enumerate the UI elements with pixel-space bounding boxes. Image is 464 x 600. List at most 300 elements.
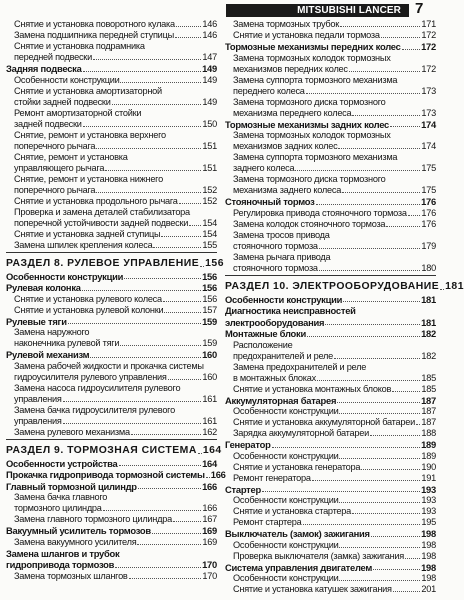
toc-section-title (6, 257, 224, 270)
toc-page-number: 181 (421, 293, 436, 305)
toc-entry-title: Снятие и установка поворотного кулака (14, 19, 175, 29)
toc-subentry (6, 185, 217, 196)
dot-leader (319, 270, 421, 271)
toc-section-title (225, 280, 464, 293)
toc-entry-title: Особенности конструкции (233, 573, 339, 583)
toc-page-number: 170 (202, 559, 217, 570)
toc-entry-title: Замена шпилек крепления колеса (14, 239, 153, 250)
toc-heading (6, 316, 217, 328)
toc-subentry (225, 584, 436, 595)
toc-page-number: 149 (202, 63, 217, 74)
toc-subentry (6, 207, 217, 218)
toc-subentry (225, 473, 436, 484)
dot-leader (179, 203, 202, 204)
toc-page-number: 156 (202, 270, 217, 282)
toc-entry-title: Замена подшипника передней ступицы (14, 30, 174, 40)
toc-entry-title: Снятие и установка рулевой колонки (14, 304, 164, 315)
toc-subentry (6, 294, 217, 305)
dot-leader (103, 510, 202, 511)
toc-entry-title: гидропривода тормозов (6, 559, 115, 570)
toc-entry-title: Замена тросов привода (233, 229, 330, 240)
toc-subentry (6, 174, 217, 185)
toc-subentry (6, 130, 217, 141)
toc-entry-title: Стартер (225, 483, 261, 495)
toc-subentry (6, 229, 217, 240)
dot-leader (164, 312, 201, 313)
dot-leader (307, 336, 420, 337)
toc-heading (6, 525, 217, 537)
section-divider (6, 439, 217, 440)
toc-subentry (225, 263, 436, 274)
toc-page-number: 150 (202, 118, 217, 129)
toc-subentry (225, 340, 436, 351)
dot-leader (90, 357, 201, 358)
dot-leader (408, 215, 421, 216)
toc-entry-title: Замена тормозных колодок тормозных (233, 52, 391, 63)
toc-entry-title: механизмов передних колес (233, 63, 348, 74)
dot-leader (175, 37, 201, 38)
dot-leader (83, 126, 202, 127)
section-divider (6, 252, 217, 253)
toc-heading (6, 63, 217, 75)
toc-page-number: 174 (421, 118, 436, 130)
toc-entry-title: Монтажные блоки (225, 328, 306, 339)
dot-leader (115, 567, 201, 568)
toc-left-column (6, 19, 226, 600)
toc-page-number: 198 (421, 573, 436, 583)
toc-entry-title: Снятие и установка монтажных блоков (233, 383, 392, 394)
toc-entry-title: Снятие и установка генератора (233, 461, 361, 472)
toc-subentry (225, 252, 436, 263)
dot-leader (105, 170, 201, 171)
toc-subentry (6, 503, 217, 514)
dot-leader (316, 204, 421, 205)
dot-leader (393, 591, 421, 592)
toc-page-number: 198 (421, 539, 436, 550)
toc-entry-title: Замена главного тормозного цилиндра (14, 514, 172, 524)
toc-page-number: 185 (421, 372, 436, 383)
toc-entry-title: переднего колеса (233, 85, 305, 96)
toc-subentry (6, 372, 217, 383)
toc-page-number: 187 (421, 394, 436, 406)
toc-page-number: 172 (421, 30, 436, 40)
dot-leader (206, 477, 210, 478)
toc-subentry (6, 141, 217, 152)
toc-page-number: 156 (205, 257, 224, 269)
toc-entry-title: Замена тормозного диска тормозного (233, 174, 386, 184)
toc-entry-title: Рулевые тяги (6, 315, 67, 327)
toc-entry-title: Снятие и установка педали тормоза (233, 30, 380, 40)
toc-entry-title: стояночного тормоза (233, 240, 318, 251)
dot-leader (138, 488, 201, 489)
page-number: 7 (415, 0, 424, 17)
toc-subentry (6, 240, 217, 251)
dot-leader (68, 323, 201, 324)
toc-page-number: 151 (202, 162, 217, 173)
toc-page-number: 146 (202, 19, 217, 29)
toc-subentry (225, 362, 436, 373)
dot-leader (152, 533, 201, 534)
toc-subentry (225, 373, 436, 384)
dot-leader (339, 580, 420, 581)
toc-heading (225, 196, 436, 208)
toc-subentry (6, 394, 217, 405)
toc-heading (225, 119, 436, 131)
toc-page-number: 193 (421, 495, 436, 505)
toc-entry-title: тормозного цилиндра (14, 503, 102, 513)
dot-leader (339, 502, 420, 503)
toc-page-number: 160 (202, 371, 217, 382)
toc-entry-title: Снятие и установка задней ступицы (14, 228, 161, 239)
dot-leader (340, 26, 420, 27)
toc-entry-title: Замена вакуумного усилителя (14, 536, 137, 547)
dot-leader (352, 513, 420, 514)
dot-leader (339, 413, 420, 414)
toc-subentry (225, 19, 436, 30)
toc-page-number: 152 (202, 195, 217, 206)
toc-entry-title: Замена рычага привода (233, 251, 331, 262)
toc-subentry (225, 64, 436, 75)
toc-page-number: 176 (421, 207, 436, 218)
toc-entry-title: управления (14, 415, 62, 426)
dot-leader (339, 458, 420, 459)
toc-page-number: 166 (202, 503, 217, 513)
toc-heading (225, 294, 436, 306)
toc-entry-title: передней подвески (14, 52, 92, 62)
toc-heading (6, 481, 217, 493)
toc-subentry (6, 338, 217, 349)
dot-leader (295, 170, 420, 171)
toc-subentry (6, 571, 217, 582)
dot-leader (381, 37, 421, 38)
dot-leader (198, 453, 202, 454)
toc-subentry (6, 97, 217, 108)
toc-page-number: 181 (445, 280, 464, 292)
toc-entry-title: Ремонт стартера (233, 517, 302, 527)
toc-page-number: 156 (202, 293, 217, 304)
dot-leader (338, 148, 420, 149)
toc-page-number: 161 (202, 393, 217, 404)
toc-subentry (6, 196, 217, 207)
toc-page-number: 167 (202, 514, 217, 524)
toc-entry-title: Диагностика неисправностей (225, 305, 356, 316)
toc-subentry (225, 451, 436, 462)
toc-entry-title: Проверка и замена деталей стабилизатора (14, 206, 190, 217)
toc-entry-title: Тормозные механизмы передних колес (225, 41, 401, 52)
toc-heading (6, 548, 217, 560)
toc-page-number: 182 (421, 350, 436, 361)
toc-heading (225, 484, 436, 496)
dot-leader (272, 447, 421, 448)
toc-subentry (225, 130, 436, 141)
toc-page-number: 169 (202, 525, 217, 536)
toc-entry-title: в монтажных блоках (233, 372, 316, 383)
toc-entry-title: Снятие и установка рулевого колеса (14, 293, 162, 304)
toc-page-number: 187 (421, 417, 436, 427)
toc-entry-title: Система управления двигателем (225, 561, 373, 573)
toc-subentry (225, 406, 436, 417)
toc-heading (6, 282, 217, 294)
toc-heading (6, 349, 217, 361)
toc-page-number: 187 (421, 406, 436, 416)
toc-page-number: 171 (421, 19, 436, 29)
toc-page-number: 155 (202, 239, 217, 250)
toc-subentry (6, 327, 217, 338)
toc-entry-title: стойки задней подвески (14, 96, 111, 107)
dot-leader (161, 236, 201, 237)
toc-page-number: 156 (202, 282, 217, 293)
toc-entry-title: Зарядка аккумуляторной батареи (233, 428, 369, 438)
dot-leader (343, 301, 420, 302)
toc-entry-title: гидроусилителя рулевого управления (14, 371, 167, 382)
toc-entry-title: Снятие, ремонт и установка (14, 151, 128, 162)
toc-entry-title: заднего колеса (233, 163, 295, 173)
toc-heading (225, 562, 436, 574)
toc-entry-title: Снятие и установка амортизаторной (14, 85, 162, 96)
dot-leader (337, 402, 420, 403)
toc-entry-title: Замена колодок стояночного тормоза (233, 218, 386, 229)
dot-leader (200, 266, 204, 267)
toc-subentry (225, 86, 436, 97)
toc-entry-title: электрооборудования (225, 316, 325, 328)
dot-leader (390, 126, 420, 127)
toc-entry-title: Выключатель (замок) зажигания (225, 528, 370, 539)
toc-subentry (6, 427, 217, 438)
toc-subentry (225, 551, 436, 562)
header-brand-bar (226, 4, 409, 17)
dot-leader (93, 59, 201, 60)
toc-subentry (225, 506, 436, 517)
dot-leader (131, 434, 202, 435)
toc-page-number: 164 (202, 444, 222, 456)
dot-leader (63, 401, 202, 402)
toc-entry-title: Особенности конструкции (225, 293, 343, 305)
toc-page-number: 147 (202, 52, 217, 62)
toc-subentry (225, 208, 436, 219)
toc-entry-title: Снятие и установка стартера (233, 506, 352, 516)
toc-subentry (6, 305, 217, 316)
page-header (0, 0, 441, 18)
toc-entry-title: Снятие и установка продольного рычага (14, 195, 178, 206)
toc-entry-title: РАЗДЕЛ 10. ЭЛЕКТРООБОРУДОВАНИЕ (225, 280, 440, 292)
toc-entry-title: Замена рабочей жидкости и прокачка системы (14, 360, 204, 371)
toc-entry-title: Особенности конструкции (233, 406, 339, 416)
toc-entry-title: механизмов задних колес (233, 141, 338, 151)
toc-entry-title: Ремонт амортизаторной стойки (14, 107, 142, 118)
toc-entry-title: Вакуумный усилитель тормозов (6, 525, 151, 536)
dot-leader (137, 544, 201, 545)
toc-page-number: 160 (202, 349, 217, 360)
toc-page-number: 180 (421, 262, 436, 273)
toc-page-number: 176 (421, 218, 436, 229)
toc-heading (6, 559, 217, 571)
toc-entry-title: РАЗДЕЛ 8. РУЛЕВОЕ УПРАВЛЕНИЕ (6, 257, 200, 269)
toc-subentry (225, 174, 436, 185)
toc-subentry (6, 416, 217, 427)
toc-entry-title: Особенности конструкции (233, 539, 339, 550)
toc-subentry (225, 219, 436, 230)
dot-leader (319, 248, 421, 249)
toc-entry-title: Задняя подвеска (6, 63, 82, 74)
toc-page-number: 159 (202, 315, 217, 327)
toc-page-number: 161 (202, 415, 217, 426)
toc-subentry (225, 141, 436, 152)
dot-leader (168, 379, 202, 380)
toc-entry-title: Особенности устройства (6, 457, 118, 469)
dot-leader (112, 104, 202, 105)
toc-subentry (225, 163, 436, 174)
dot-leader (96, 148, 201, 149)
dot-leader (352, 115, 420, 116)
toc-page-number: 172 (421, 63, 436, 74)
dot-leader (339, 547, 420, 548)
toc-page-number: 190 (421, 461, 436, 472)
toc-entry-title: РАЗДЕЛ 9. ТОРМОЗНАЯ СИСТЕМА (6, 444, 197, 456)
toc-subentry (225, 462, 436, 473)
toc-page-number: 162 (202, 426, 217, 437)
dot-leader (119, 465, 202, 466)
toc-subentry (6, 119, 217, 130)
toc-entry-title: Снятие и установка подрамника (14, 41, 145, 51)
dot-leader (83, 71, 202, 72)
toc-subentry (225, 351, 436, 362)
dot-leader (96, 192, 201, 193)
toc-page-number: 175 (421, 163, 436, 173)
toc-entry-title: Главный тормозной цилиндр (6, 480, 137, 492)
toc-subentry (225, 230, 436, 241)
toc-page-number: 151 (202, 140, 217, 151)
toc-subentry (6, 514, 217, 525)
dot-leader (82, 290, 201, 291)
toc-entry-title: поперечного рычага (14, 140, 96, 151)
toc-entry-title: Рулевая колонка (6, 282, 81, 293)
toc-page-number: 179 (421, 240, 436, 251)
toc-entry-title: Замена тормозных шлангов (14, 570, 128, 581)
header-brand: MITSUBISHI LANCER (297, 5, 401, 16)
dot-leader (440, 289, 444, 290)
toc-subentry (6, 52, 217, 63)
toc-subentry (6, 218, 217, 229)
toc-entry-title: поперечного рычага (14, 184, 96, 195)
dot-leader (402, 49, 421, 50)
toc-subentry (6, 492, 217, 503)
toc-subentry (225, 152, 436, 163)
toc-entry-title: Замена суппорта тормозного механизма (233, 152, 398, 162)
toc-subentry (225, 30, 436, 41)
toc-right-column (225, 19, 464, 600)
toc-page-number: 193 (421, 506, 436, 516)
dot-leader (371, 536, 420, 537)
toc-entry-title: Аккумуляторная батарея (225, 394, 337, 406)
dot-leader (334, 358, 420, 359)
toc-subentry (225, 384, 436, 395)
dot-leader (325, 324, 420, 325)
toc-entry-title: Замена бачка гидроусилителя рулевого (14, 404, 175, 415)
toc-page-number: 174 (421, 141, 436, 151)
toc-page-number: 176 (421, 196, 436, 207)
dot-leader (306, 93, 421, 94)
toc-page-number: 157 (202, 304, 217, 315)
toc-entry-title: Проверка выключателя (замка) зажигания (233, 550, 405, 561)
toc-page-number: 198 (421, 561, 436, 573)
toc-entry-title: Особенности конструкции (14, 74, 120, 85)
toc-entry-title: стояночного тормоза (233, 262, 318, 273)
dot-leader (189, 225, 201, 226)
toc-subentry (225, 517, 436, 528)
toc-entry-title: Генератор (225, 439, 271, 450)
toc-page-number: 189 (421, 450, 436, 461)
toc-entry-title: Замена тормозных трубок (233, 19, 340, 29)
toc-page-number: 149 (202, 74, 217, 85)
toc-page-number: 159 (202, 338, 217, 348)
toc-page-number: 182 (421, 328, 436, 339)
toc-heading (225, 305, 436, 317)
toc-subentry (225, 75, 436, 86)
dot-leader (120, 82, 201, 83)
toc-page-number: 173 (421, 85, 436, 96)
dot-leader (416, 424, 420, 425)
dot-leader (312, 480, 421, 481)
toc-entry-title: предохранителей и реле (233, 350, 334, 361)
toc-entry-title: Замена бачка главного (14, 492, 108, 502)
section-divider (225, 275, 436, 276)
toc-page-number: 193 (421, 483, 436, 495)
toc-subentry (6, 75, 217, 86)
dot-leader (163, 301, 202, 302)
toc-entry-title: поперечной устойчивости задней подвески (14, 217, 189, 228)
toc-entry-title: механизма переднего колеса (233, 107, 352, 118)
toc-entry-title: Замена шлангов и трубок (6, 547, 120, 559)
toc-entry-title: управляющего рычага (14, 162, 105, 173)
toc-subentry (6, 537, 217, 548)
dot-leader (392, 391, 420, 392)
toc-page-number: 185 (421, 383, 436, 394)
toc-page-number: 166 (202, 480, 217, 492)
toc-subentry (225, 53, 436, 64)
toc-page-number: 201 (421, 584, 436, 594)
toc-subentry (6, 405, 217, 416)
toc-subentry (225, 428, 436, 439)
toc-subentry (6, 152, 217, 163)
toc-page-number: 172 (421, 41, 436, 52)
toc-entry-title: Тормозные механизмы задних колес (225, 118, 390, 130)
dot-leader (120, 345, 201, 346)
toc-page-number: 164 (202, 457, 217, 469)
toc-heading (6, 271, 217, 283)
toc-page-number: 189 (421, 439, 436, 450)
dot-leader (317, 380, 420, 381)
toc-subentry (6, 30, 217, 41)
toc-subentry (6, 86, 217, 97)
toc-section-title (6, 444, 222, 457)
toc-entry-title: Снятие и установка катушек зажигания (233, 584, 392, 594)
toc-entry-title: Особенности конструкции (233, 495, 339, 505)
toc-subentry (225, 540, 436, 551)
toc-entry-title: задней подвески (14, 118, 82, 129)
toc-subentry (225, 97, 436, 108)
dot-leader (129, 578, 202, 579)
toc-entry-title: Стояночный тормоз (225, 196, 315, 207)
toc-subentry (225, 108, 436, 119)
dot-leader (342, 192, 420, 193)
toc-entry-title: Замена насоса гидроусилителя рулевого (14, 382, 181, 393)
toc-page-number: 198 (421, 528, 436, 539)
toc-page-number: 181 (421, 316, 436, 328)
toc-entry-title: Расположение (233, 339, 293, 350)
toc-subentry (6, 361, 217, 372)
toc-entry-title: механизма заднего колеса (233, 185, 342, 195)
toc-entry-title: Особенности конструкции (233, 450, 339, 461)
